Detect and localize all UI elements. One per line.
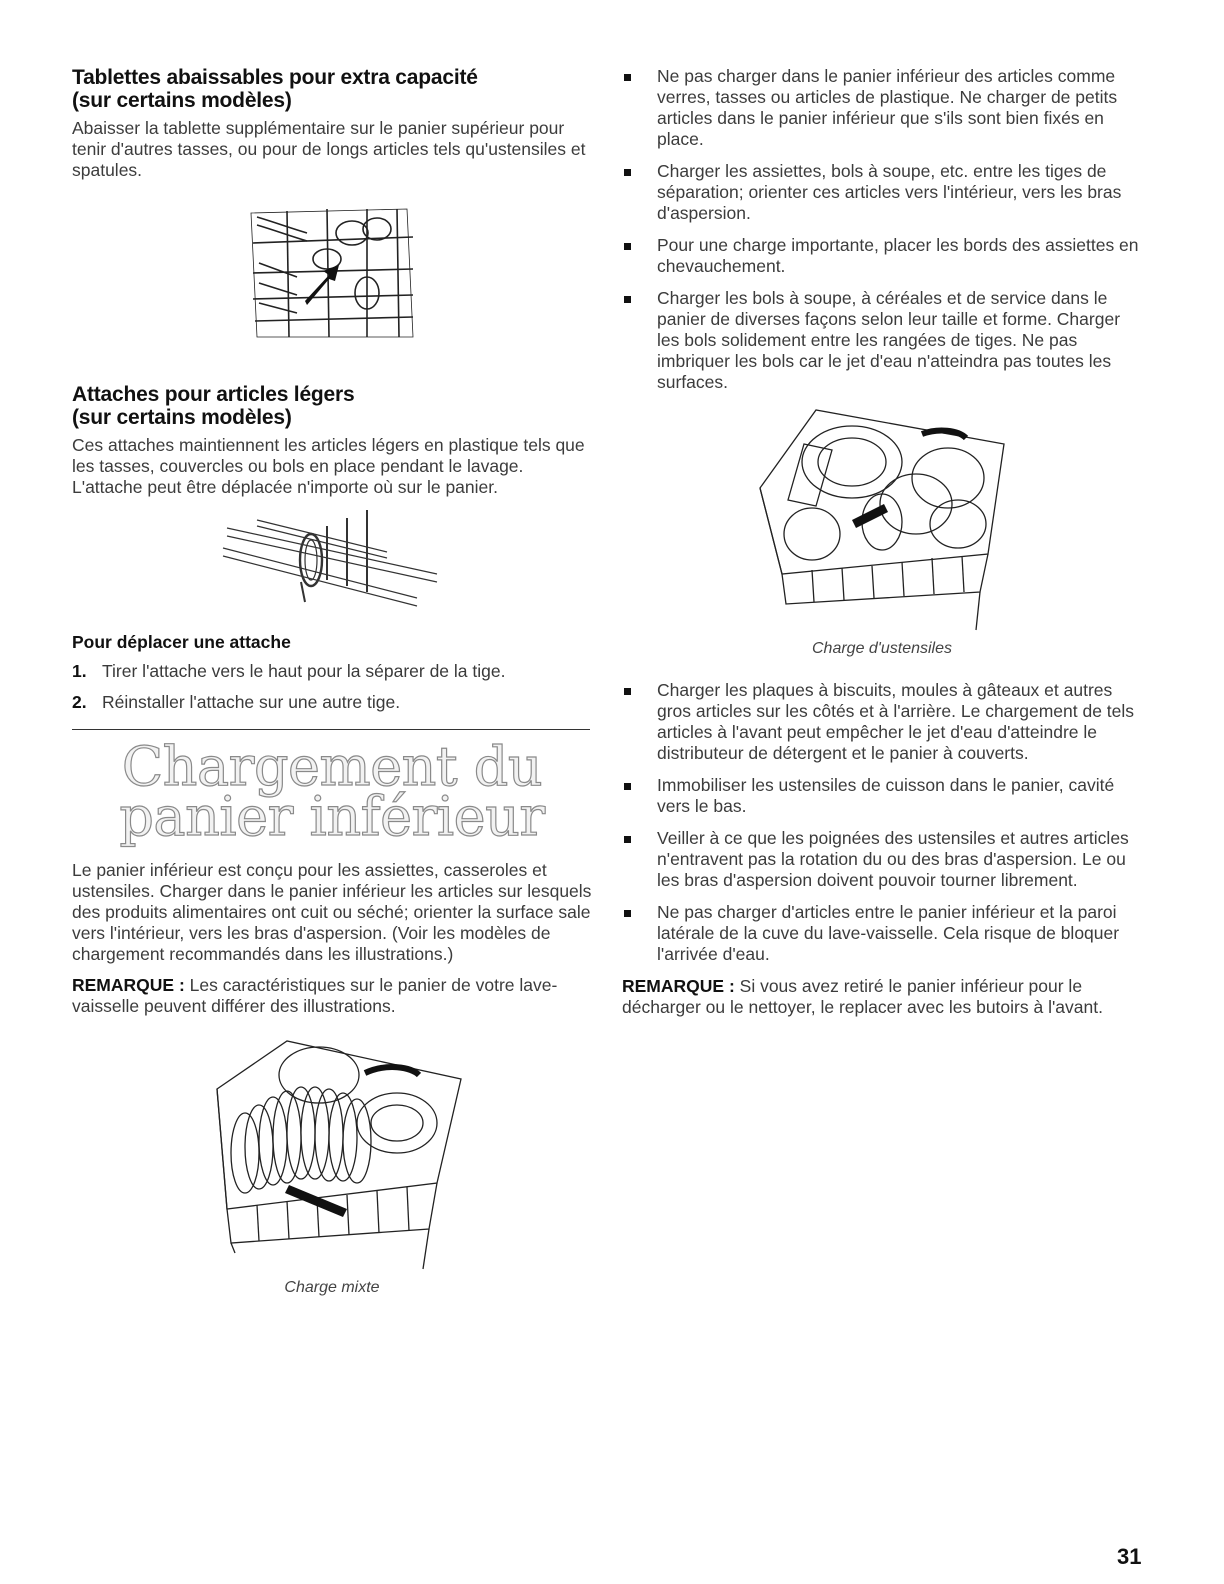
cookware-load-caption: Charge d'ustensiles [811, 640, 953, 657]
light-item-clips-body: Ces attaches maintiennent les articles légers en plastique tels que les tasses, couvercles ou bols en place pendant le lavage. L'attache peut être déplacée n'importe où sur le panier. [72, 435, 585, 497]
folding-shelf-body: Abaisser la tablette supplémentaire sur le panier supérieur pour tenir d'autres tasses, ou pour de longs articles tels qu'ustensiles et spatules. [72, 118, 586, 180]
list-item: Ne pas charger d'articles entre le panier inférieur et la paroi latérale de la cuve du lave-vaisselle. Cela risque de bloquer l'arrivée d'eau. [622, 902, 1142, 965]
cookware-load-illustration [752, 404, 1012, 634]
reinstall-remark: REMARQUE : Si vous avez retiré le panier inférieur pour le décharger ou le nettoyer, le replacer avec les butoirs à l'avant. [622, 976, 1103, 1017]
subsection-title-move-clip: Pour déplacer une attache [72, 632, 291, 652]
lower-rack-intro: Le panier inférieur est conçu pour les assiettes, casseroles et ustensiles. Charger dans le panier inférieur les articles sur lesquels des produits alimentaires ont cuit ou séché; orienter la surface sale vers l'intérieur, vers les bras d'aspersion. (Voir les modèles de chargement recommandés dans les illustrations.) [72, 860, 592, 964]
right-column [622, 66, 1142, 1028]
mixed-load-caption: Charge mixte [284, 1279, 380, 1296]
list-item: Charger les assiettes, bols à soupe, etc. entre les tiges de séparation; orienter ces articles vers l'intérieur, vers les bras d'aspersion. [622, 161, 1142, 224]
list-item: Immobiliser les ustensiles de cuisson dans le panier, cavité vers le bas. [622, 775, 1142, 817]
bullet-icon [624, 169, 631, 176]
list-item: Veiller à ce que les poignées des ustensiles et autres articles n'entravent pas la rotation du ou des bras d'aspersion. Le ou les bras d'aspersion doivent pouvoir tourner librement. [622, 828, 1142, 891]
bullet-icon [624, 296, 631, 303]
loading-tips-bottom [622, 680, 1142, 965]
section-divider [72, 729, 590, 730]
section-title-light-item-clips: Attaches pour articles légers (sur certains modèles) [72, 383, 355, 429]
list-item: Ne pas charger dans le panier inférieur des articles comme verres, tasses ou articles de plastique. Ne charger de petits articles dans le panier inférieur que s'ils sont bien fixés en place. [622, 66, 1142, 150]
list-item: 1. Tirer l'attache vers le haut pour la séparer de la tige. [72, 661, 506, 681]
list-item: 2. Réinstaller l'attache sur une autre tige. [72, 692, 401, 712]
mixed-load-illustration [197, 1033, 467, 1273]
left-column [72, 66, 592, 1319]
bullet-icon [624, 243, 631, 250]
clip-illustration [217, 508, 447, 618]
bullet-icon [624, 783, 631, 790]
list-item: Charger les plaques à biscuits, moules à gâteaux et autres gros articles sur les côtés et à l'arrière. Le chargement de tels articles à l'avant peut empêcher le jet d'eau d'atteindre le distributeur de détergent et le panier à couverts. [622, 680, 1142, 764]
bullet-icon [624, 836, 631, 843]
page-number: 31 [1117, 1544, 1142, 1569]
lower-rack-remark: REMARQUE : Les caractéristiques sur le panier de votre lave-vaisselle peuvent différer des illustrations. [72, 975, 558, 1016]
big-section-title: Chargement du panier inférieur [119, 735, 545, 848]
list-item: Pour une charge importante, placer les bords des assiettes en chevauchement. [622, 235, 1142, 277]
bullet-icon [624, 688, 631, 695]
folding-shelf-illustration [247, 203, 417, 343]
list-item: Charger les bols à soupe, à céréales et de service dans le panier de diverses façons selon leur taille et forme. Charger les bols solidement entre les rangées de tiges. Ne pas imbriquer les bols car le jet d'eau n'atteindra pas toutes les surfaces. [622, 288, 1142, 393]
move-clip-steps [72, 661, 592, 713]
section-title-folding-shelf: Tablettes abaissables pour extra capacité (sur certains modèles) [72, 66, 478, 112]
bullet-icon [624, 74, 631, 81]
bullet-icon [624, 910, 631, 917]
loading-tips-top [622, 66, 1142, 393]
